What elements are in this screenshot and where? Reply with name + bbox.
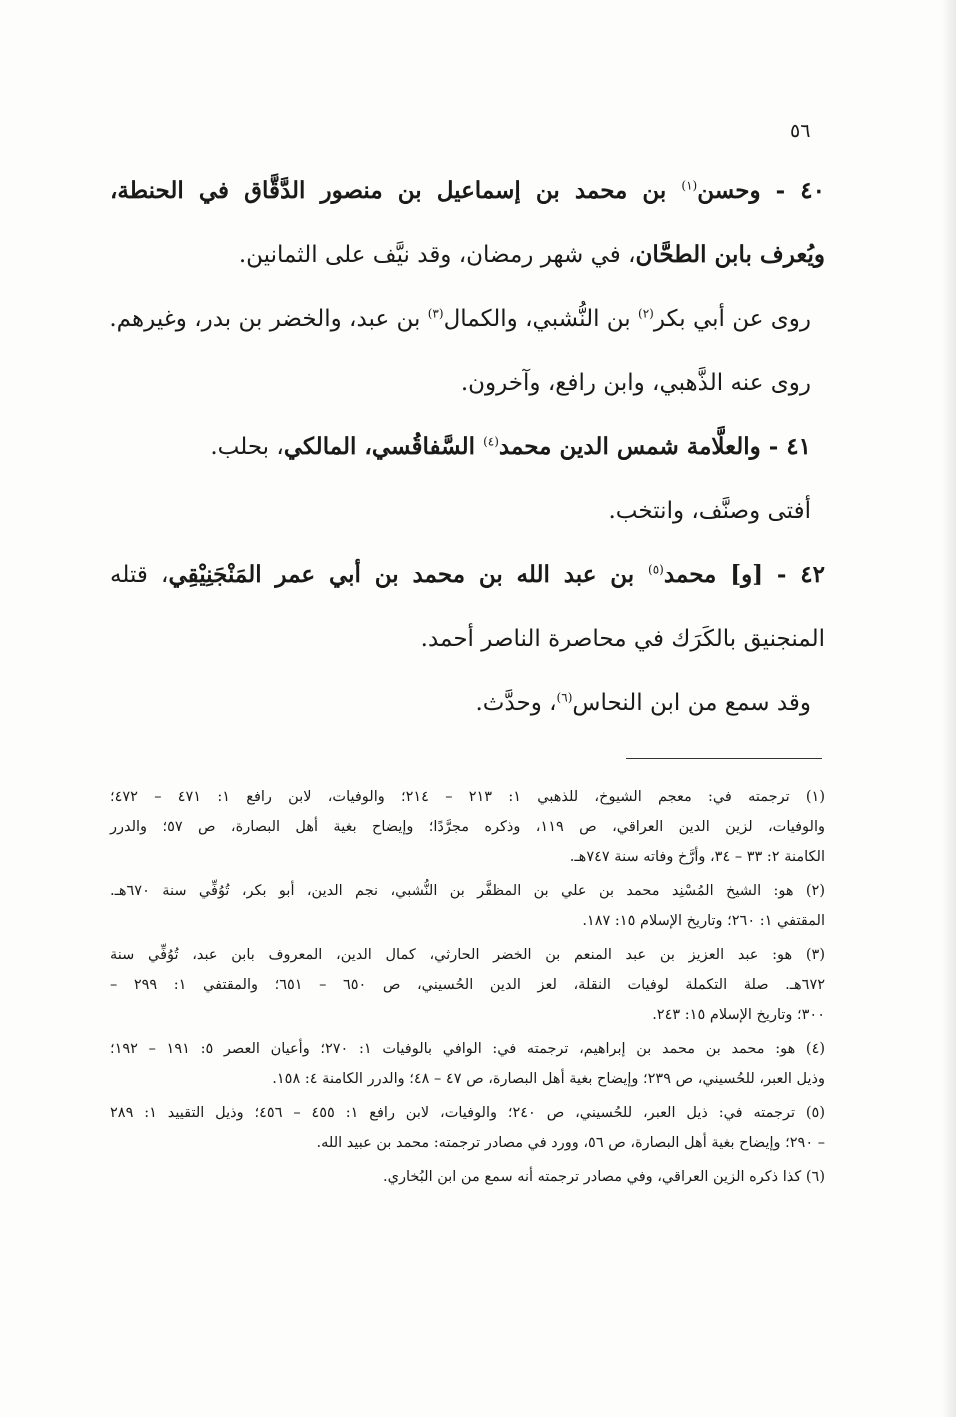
footnote-separator [626, 758, 822, 759]
entry-40-heading: ٤٠ - وحسن [697, 177, 825, 204]
footnote-5-line-1: (٥) ترجمته في: ذيل العبر، للحُسيني، ص ٢٤٠؛ والوفيات، لابن رافع ١: ٤٥٥ – ٤٥٦؛ وذيل التقييد ١: ٢٨٩ [110, 1105, 825, 1121]
entry-41-nisba: السَّفاقُسي، المالكي [283, 433, 484, 460]
entry-40-narrated-from-c: بن عبد، والخضر بن بدر، وغيرهم. [109, 306, 428, 332]
footnote-1-line-2: والوفيات، لزين الدين العراقي، ص ١١٩، وذكره مجرَّدًا؛ وإيضاح بغية أهل البصارة، ص ٥٧؛ والدرر [110, 819, 825, 835]
footnote-3-line-1: (٣) هو: عبد العزيز بن عبد المنعم بن الخضر الحارثي، كمال الدين، المعروف بابن عبد، تُوُفِّي سنة [110, 947, 825, 963]
entry-42-heard-a: وقد سمع من ابن النحاس [572, 690, 811, 716]
footnote-4-line-2: وذيل العبر، للحُسيني، ص ٢٣٩؛ وإيضاح بغية أهل البصارة، ص ٤٧ – ٤٨؛ والدرر الكامنة ٤: ١٥٨. [272, 1071, 825, 1087]
entry-40-line-1 [110, 176, 825, 206]
entry-42-line-3 [110, 688, 825, 718]
footnote-3-line-2: ٦٧٢هـ. صلة التكملة لوفيات النقلة، لعز الدين الحُسيني، ص ٦٥٠ – ٦٥١؛ والمقتفي ١: ٢٩٩ – [110, 977, 826, 993]
entry-40-narrated-from-a: روى عن أبي بكر [653, 306, 811, 332]
main-text [110, 176, 825, 752]
page-number: ٥٦ [790, 120, 811, 142]
scan-edge-shadow [942, 0, 956, 1417]
entry-40-narrated-from-b: بن النُّشبي، والكمال [443, 306, 639, 332]
entry-40-name: بن محمد بن إسماعيل بن منصور الدَّقَّاق في الحنطة، [110, 177, 682, 204]
entry-40-line-4: روى عنه الذَّهبي، وابن رافع، وآخرون. [460, 370, 811, 396]
entry-40-date: ، في شهر رمضان، وقد نيَّف على الثمانين. [238, 242, 636, 268]
entry-40-nickname: ويُعرف بابن الطحَّان [635, 241, 825, 268]
footnote-ref-2: (٢) [638, 306, 654, 321]
footnote-1-line-3: الكامنة ٢: ٣٣ – ٣٤، وأرَّخ وفاته سنة ٧٤٧هـ. [569, 849, 825, 865]
entry-41-line-2: أفتى وصنَّف، وانتخب. [608, 498, 811, 524]
footnote-2-line-2: المقتفي ١: ٢٦٠؛ وتاريخ الإسلام ١٥: ١٨٧. [582, 913, 825, 929]
footnotes [110, 786, 825, 1196]
entry-41-place: ، بحلب. [210, 434, 284, 460]
footnote-6-line-1: (٦) كذا ذكره الزين العراقي، وفي مصادر ترجمته أنه سمع من ابن البُخاري. [383, 1169, 825, 1185]
entry-42-line-1 [110, 560, 825, 590]
footnote-ref-4: (٤) [483, 434, 499, 449]
entry-42-line-2: المنجنيق بالكَرَك في محاصرة الناصر أحمد. [420, 626, 825, 652]
entry-42-heading: ٤٢ - [و] محمد [663, 561, 825, 588]
entry-40-line-2 [110, 240, 825, 270]
entry-42-death: ، قتله [110, 562, 169, 588]
entry-42-heard-b: ، وحدَّث. [475, 690, 557, 716]
footnote-5-line-2: – ٢٩٠؛ وإيضاح بغية أهل البصارة، ص ٥٦، وورد في مصادر ترجمته: محمد بن عبيد الله. [316, 1135, 825, 1151]
footnote-ref-1: (١) [681, 178, 698, 193]
entry-40-line-3 [110, 304, 825, 334]
footnote-ref-5: (٥) [648, 562, 664, 577]
footnote-ref-3: (٣) [427, 306, 444, 321]
entry-41-line-1 [110, 432, 825, 462]
footnote-3-line-3: ٣٠٠؛ وتاريخ الإسلام ١٥: ٢٤٣. [652, 1007, 825, 1023]
entry-41-heading: ٤١ - والعلَّامة شمس الدين محمد [498, 433, 811, 460]
footnote-1-line-1: (١) ترجمته في: معجم الشيوخ، للذهبي ١: ٢١٣ – ٢١٤؛ والوفيات، لابن رافع ١: ٤٧١ – ٤٧٢؛ [110, 789, 826, 805]
entry-42-name: بن عبد الله بن محمد بن أبي عمر المَنْجَنِيْقِي [168, 561, 649, 588]
footnote-ref-6: (٦) [556, 690, 573, 705]
footnote-2-line-1: (٢) هو: الشيخ المُسْنِد محمد بن علي بن المظفَّر بن النُّشبي، نجم الدين، أبو بكر، تُوُفِّي سنة ٦٧٠هـ. [110, 883, 825, 899]
footnote-4-line-1: (٤) هو: محمد بن محمد بن إبراهيم، ترجمته في: الوافي بالوفيات ١: ٢٧٠؛ وأعيان العصر ٥: ١٩١ – ١٩٢؛ [110, 1041, 826, 1057]
